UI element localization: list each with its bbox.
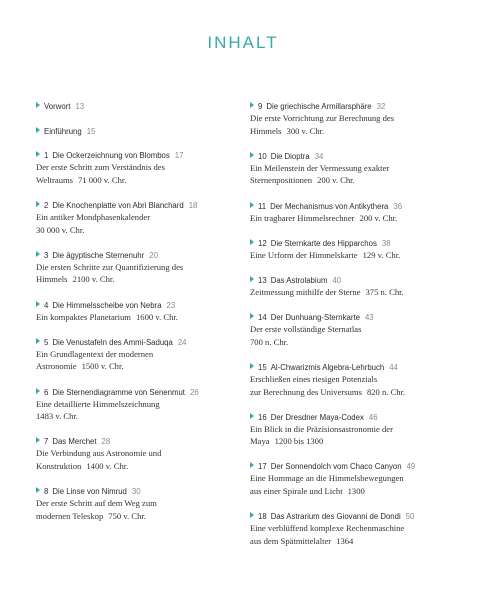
entry-heading [36, 200, 220, 211]
toc-entry[interactable] [250, 362, 434, 398]
entry-date: 71 000 v. Chr. [78, 174, 127, 185]
entry-heading [36, 436, 220, 447]
toc-entry[interactable] [36, 126, 220, 137]
toc-column-left [36, 101, 220, 536]
description-text: modernen Teleskop [36, 510, 104, 521]
triangle-bullet-icon [36, 338, 40, 344]
triangle-bullet-icon [250, 413, 254, 419]
triangle-bullet-icon [250, 102, 254, 108]
description-text: Ein Blick in die Präzisionsastronomie der [250, 423, 393, 434]
entry-date: 820 n. Chr. [366, 386, 406, 397]
entry-number: 4 [44, 300, 49, 310]
description-text: Ein kompaktes Planetarium [36, 311, 131, 322]
entry-page-number: 36 [393, 201, 403, 211]
entry-date: 200 v. Chr. [317, 175, 355, 186]
entry-heading [250, 461, 434, 472]
toc-entry[interactable] [36, 200, 220, 236]
entry-description [250, 162, 434, 187]
description-line [250, 535, 434, 548]
entry-heading [36, 300, 220, 311]
description-text: Eine verblüffend komplexe Rechenmaschine [250, 523, 405, 534]
description-line [36, 273, 220, 286]
entry-heading [36, 337, 220, 348]
description-text: aus dem Spätmittelalter [250, 535, 332, 546]
toc-entry[interactable] [250, 275, 434, 299]
description-text: Die ersten Schritte zur Quantifizierung des [36, 261, 184, 272]
description-line [250, 435, 434, 448]
description-line [36, 161, 220, 174]
entry-heading [36, 150, 220, 161]
entry-heading [250, 312, 434, 323]
triangle-bullet-icon [250, 239, 254, 245]
entry-description [36, 398, 220, 423]
entry-page-number: 26 [189, 387, 199, 397]
page-title: INHALT [207, 33, 279, 52]
entry-page-number: 18 [188, 200, 198, 210]
entry-title: Vorwort [44, 102, 71, 111]
entry-heading [250, 511, 434, 522]
entry-title: Der Sonnendolch vom Chaco Canyon [270, 462, 402, 472]
entry-date: 2100 v. Chr. [72, 274, 115, 285]
description-text: Der erste vollständige Sternatlas [250, 324, 362, 335]
entry-description [36, 497, 220, 522]
description-text: Erschließen eines riesigen Potenzials [250, 373, 378, 384]
description-line [36, 224, 220, 237]
entry-number: 1 [44, 151, 49, 161]
toc-entry[interactable] [36, 101, 220, 112]
triangle-bullet-icon [36, 301, 40, 307]
entry-title: Der Dresdner Maya-Codex [270, 412, 364, 422]
description-text: Ein Meilenstein der Vermessung exakter [250, 162, 390, 173]
entry-description [250, 522, 434, 547]
entry-date: 1300 [347, 486, 365, 497]
description-text: Ein antiker Mondphasenkalender [36, 211, 151, 222]
triangle-bullet-icon [36, 437, 40, 443]
entry-description [250, 212, 434, 225]
description-text: Ein tragbarer Himmelsrechner [250, 212, 355, 223]
entry-date: 129 v. Chr. [362, 249, 401, 260]
description-line [250, 522, 434, 535]
entry-title: Die Sternendiagramme von Senenmut [52, 387, 185, 397]
entry-number: 15 [258, 362, 267, 372]
entry-title: Die Knochenplatte von Abri Blanchard [52, 200, 184, 210]
description-line [36, 261, 220, 274]
entry-title: Das Astrolabium [270, 275, 328, 285]
entry-heading [250, 275, 434, 286]
entry-page-number: 46 [368, 412, 378, 422]
toc-entry[interactable] [250, 151, 434, 187]
entry-heading [250, 412, 434, 423]
entry-title: Die Venustafeln des Ammi-Saduqa [52, 337, 173, 347]
entry-description [36, 311, 220, 324]
description-line [250, 162, 434, 175]
entry-heading [36, 250, 220, 261]
entry-page-number: 40 [332, 275, 342, 285]
entry-number: 3 [44, 250, 49, 260]
entry-description [36, 211, 220, 236]
entry-heading [250, 238, 434, 249]
entry-description [250, 286, 434, 299]
entry-page-number: 30 [131, 487, 141, 497]
triangle-bullet-icon [250, 152, 254, 158]
description-line [36, 510, 220, 523]
entry-page-number: 32 [376, 102, 386, 111]
entry-number: 14 [258, 313, 267, 323]
toc-entry[interactable] [36, 250, 220, 286]
toc-entry[interactable] [250, 312, 434, 348]
entry-page-number: 15 [86, 126, 96, 136]
description-text: Die Verbindung aus Astronomie und [36, 448, 162, 459]
entry-title: Das Merchet [52, 437, 97, 447]
entry-page-number: 17 [174, 151, 184, 161]
description-text: Eine Urform der Himmelskarte [250, 249, 358, 260]
entry-description [36, 447, 220, 472]
entry-number: 11 [258, 201, 267, 211]
entry-description [250, 112, 434, 137]
description-text: Zeitmessung mithilfe der Sterne [250, 286, 361, 297]
description-line [250, 386, 434, 399]
entry-page-number: 49 [406, 462, 416, 472]
description-text: Eine Hommage an die Himmelsbewegungen [250, 473, 404, 484]
entry-number: 12 [258, 238, 267, 248]
entry-description [250, 423, 434, 448]
entry-page-number: 43 [364, 313, 374, 323]
entry-heading [36, 387, 220, 398]
entry-title: Die ägyptische Sternenuhr [52, 250, 145, 260]
description-line [250, 112, 434, 125]
triangle-bullet-icon [250, 512, 254, 518]
entry-heading [250, 362, 434, 373]
description-line [36, 360, 220, 373]
entry-date: 30 000 v. Chr. [36, 224, 85, 235]
toc-entry[interactable] [250, 412, 434, 448]
entry-date: 1483 v. Chr. [36, 411, 78, 422]
description-text: Himmels [36, 274, 68, 285]
entry-description [250, 249, 434, 262]
entry-title: Die griechische Armillarsphäre [266, 102, 372, 111]
entry-heading [36, 101, 220, 112]
description-text: aus einer Spirale und Licht [250, 486, 343, 497]
entry-description [36, 261, 220, 286]
entry-page-number: 50 [405, 512, 415, 522]
entry-page-number: 28 [101, 437, 111, 447]
entry-date: 375 n. Chr. [365, 286, 404, 297]
description-line [250, 485, 434, 498]
entry-heading [250, 101, 434, 112]
description-text: Eine detaillierte Himmelszeichnung [36, 398, 160, 409]
entry-number: 18 [258, 512, 267, 522]
description-text: Maya [250, 436, 270, 447]
entry-page-number: 20 [149, 250, 158, 260]
entry-heading [250, 201, 434, 212]
description-text: Himmels [250, 125, 282, 136]
entry-title: Die Linse von Nimrud [52, 487, 127, 497]
description-text: Astronomie [36, 361, 77, 372]
entry-description [250, 373, 434, 398]
entry-number: 8 [44, 487, 49, 497]
entry-number: 5 [44, 337, 49, 347]
toc-entry[interactable] [250, 238, 434, 262]
toc-entry[interactable] [250, 201, 434, 225]
entry-number: 13 [258, 275, 267, 285]
entry-heading [250, 151, 434, 162]
description-line [36, 311, 220, 324]
entry-title: Die Ockerzeichnung von Blombos [52, 151, 170, 161]
entry-number: 10 [258, 151, 267, 161]
toc-entry[interactable] [36, 387, 220, 423]
entry-page-number: 38 [381, 238, 391, 248]
description-text: Ein Grundlagentext der modernen [36, 348, 154, 359]
description-line [250, 286, 434, 299]
description-line [36, 211, 220, 224]
description-line [250, 373, 434, 386]
entry-number: 9 [258, 102, 263, 111]
description-text: Die erste Vorrichtung zur Berechnung des [250, 113, 395, 123]
triangle-bullet-icon [250, 276, 254, 282]
entry-page-number: 13 [75, 102, 85, 111]
description-text: zur Berechnung des Universums [250, 386, 362, 397]
triangle-bullet-icon [36, 388, 40, 394]
description-text: Sternenpositionen [250, 175, 313, 186]
toc-column-right [250, 101, 434, 561]
triangle-bullet-icon [36, 102, 40, 108]
entry-page-number: 24 [177, 337, 187, 347]
entry-title: Die Dioptra [270, 151, 310, 161]
entry-page-number: 34 [314, 151, 324, 161]
toc-entry[interactable] [36, 337, 220, 373]
description-line [250, 212, 434, 225]
description-text: Der erste Schritt zum Verständnis des [36, 162, 165, 173]
entry-date: 200 v. Chr. [359, 212, 398, 223]
toc-entry[interactable] [250, 511, 434, 547]
triangle-bullet-icon [250, 462, 254, 468]
description-line [250, 323, 434, 336]
entry-heading [36, 126, 220, 137]
entry-number: 17 [258, 462, 267, 472]
triangle-bullet-icon [250, 313, 254, 319]
description-line [36, 497, 220, 510]
description-text: Der erste Schritt auf dem Weg zum [36, 498, 157, 509]
entry-title: Das Astrarium des Giovanni de Dondi [270, 512, 401, 522]
entry-description [36, 348, 220, 373]
entry-date: 1200 bis 1300 [274, 436, 324, 447]
entry-number: 6 [44, 387, 49, 397]
toc-entry[interactable] [36, 150, 220, 186]
entry-page-number: 23 [166, 300, 176, 310]
description-line [250, 336, 434, 349]
toc-entry[interactable] [36, 436, 220, 472]
entry-page-number: 44 [389, 362, 398, 372]
description-line [250, 249, 434, 262]
entry-title: Die Himmelsscheibe von Nebra [52, 300, 162, 310]
entry-date: 750 v. Chr. [108, 510, 146, 521]
triangle-bullet-icon [36, 487, 40, 493]
triangle-bullet-icon [250, 202, 254, 208]
entry-heading [36, 486, 220, 497]
entry-date: 700 n. Chr. [250, 336, 289, 347]
entry-number: 16 [258, 412, 267, 422]
entry-date: 1500 v. Chr. [81, 361, 124, 372]
description-line [250, 174, 434, 187]
description-line [36, 398, 220, 411]
description-line [250, 423, 434, 436]
description-line [36, 348, 220, 361]
description-line [250, 125, 434, 138]
entry-description [250, 323, 434, 348]
entry-date: 1364 [336, 535, 354, 546]
triangle-bullet-icon [36, 251, 40, 257]
description-text: Konstruktion [36, 460, 82, 471]
toc-entry[interactable] [36, 300, 220, 324]
description-text: Weltraums [36, 174, 74, 185]
triangle-bullet-icon [36, 127, 40, 133]
triangle-bullet-icon [36, 201, 40, 207]
entry-description [250, 472, 434, 497]
entry-title: Der Mechanismus von Antikythera [270, 201, 389, 211]
entry-number: 2 [44, 200, 49, 210]
description-line [36, 410, 220, 423]
triangle-bullet-icon [36, 151, 40, 157]
entry-title: Einführung [44, 126, 82, 136]
toc-entry[interactable] [250, 461, 434, 497]
description-line [36, 460, 220, 473]
description-line [250, 472, 434, 485]
entry-title: Der Dunhuang-Sternkarte [270, 313, 360, 323]
toc-entry[interactable] [250, 101, 434, 137]
entry-date: 1400 v. Chr. [86, 460, 129, 471]
description-line [36, 447, 220, 460]
entry-title: Al-Chwarizmis Algebra-Lehrbuch [270, 362, 385, 372]
entry-date: 300 v. Chr. [286, 125, 325, 136]
entry-description [36, 161, 220, 186]
triangle-bullet-icon [250, 363, 254, 369]
entry-title: Die Sternkarte des Hipparchos [270, 238, 377, 248]
description-line [36, 174, 220, 187]
toc-entry[interactable] [36, 486, 220, 522]
entry-number: 7 [44, 437, 49, 447]
entry-date: 1600 v. Chr. [136, 311, 178, 322]
